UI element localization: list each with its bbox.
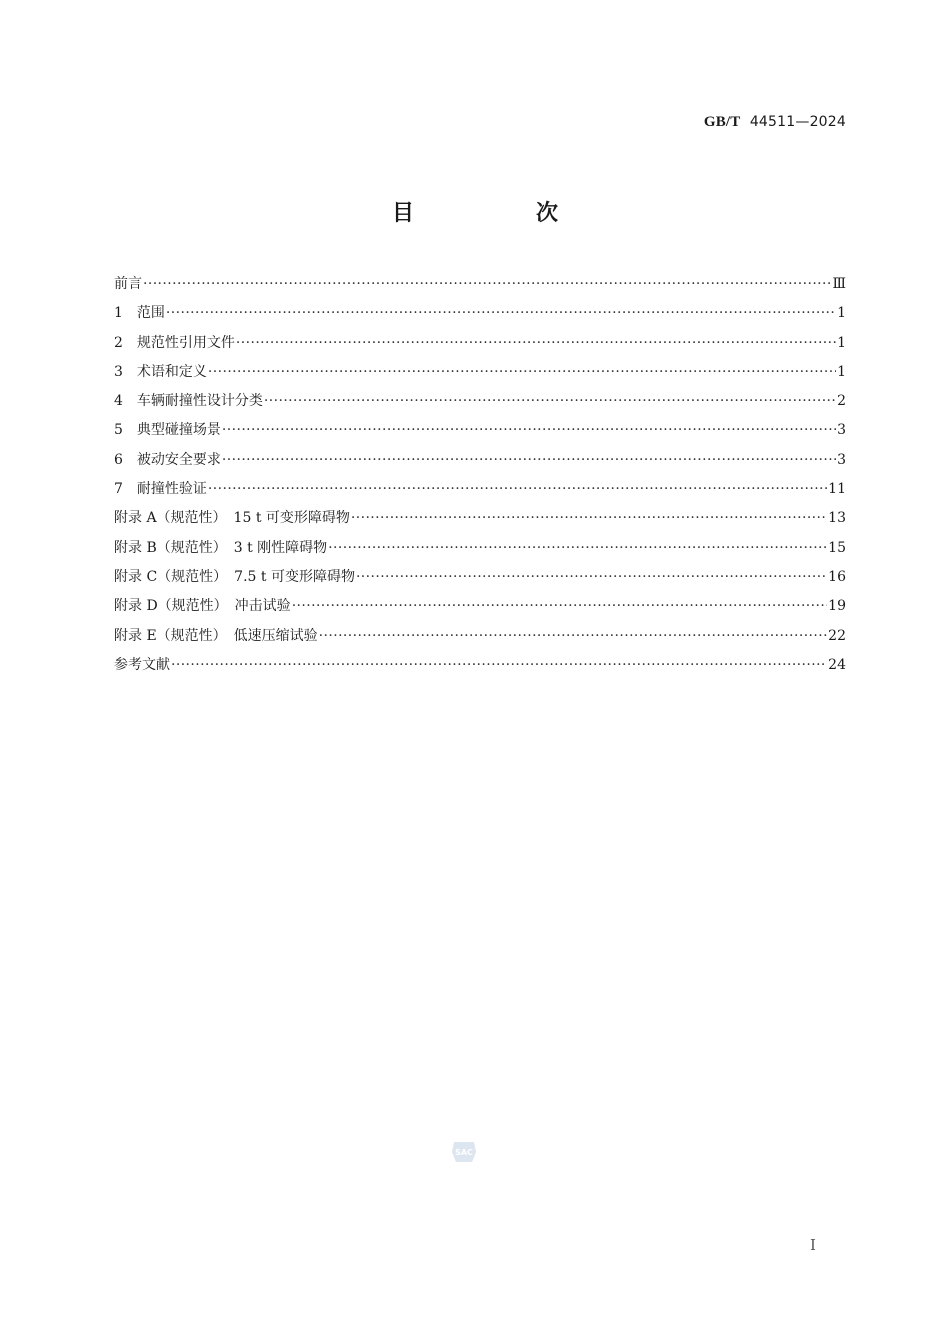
toc-entry-page: 1 (837, 334, 846, 351)
toc-entry[interactable] (114, 563, 846, 592)
toc-entry-label: 6 被动安全要求 (114, 451, 221, 468)
toc-entry-label: 7 耐撞性验证 (114, 481, 207, 498)
toc-dot-leader (292, 592, 827, 621)
toc-entry-page: 3 (837, 422, 846, 439)
toc-dot-leader (171, 651, 827, 680)
toc-entry-page: 1 (837, 305, 846, 322)
toc-title: 目 次 (391, 201, 608, 226)
toc-entry-page: 19 (828, 598, 846, 615)
toc-entry-page: 13 (828, 510, 846, 527)
standard-prefix: GB/T (703, 114, 741, 130)
toc-entry-page: 24 (828, 656, 846, 673)
toc-entry[interactable] (114, 534, 846, 563)
sac-logo-icon (451, 1140, 477, 1164)
toc-entry-label: 前言 (114, 276, 142, 292)
table-of-contents (114, 270, 846, 680)
toc-entry-page: 22 (828, 627, 846, 644)
toc-entry-page: 11 (828, 481, 846, 498)
toc-entry[interactable] (114, 329, 846, 358)
toc-dot-leader (166, 299, 836, 328)
toc-entry-label: 附录 B（规范性） 3 t 刚性障碍物 (114, 539, 328, 556)
toc-dot-leader (264, 387, 836, 416)
toc-entry-label: 2 规范性引用文件 (114, 334, 235, 351)
toc-entry[interactable] (114, 622, 846, 651)
page-number: I (810, 1236, 816, 1254)
toc-dot-leader (208, 358, 836, 387)
toc-entry-page: 2 (837, 393, 846, 410)
toc-entry-label: 附录 C（规范性） 7.5 t 可变形障碍物 (114, 568, 355, 585)
toc-entry-label: 附录 E（规范性） 低速压缩试验 (114, 627, 318, 644)
toc-entry[interactable] (114, 299, 846, 328)
toc-dot-leader (222, 446, 836, 475)
toc-dot-leader (208, 475, 827, 504)
standard-number: 44511—2024 (749, 114, 846, 130)
toc-entry[interactable] (114, 270, 846, 299)
toc-entry-label: 4 车辆耐撞性设计分类 (114, 393, 263, 410)
toc-entry-page: 1 (837, 363, 846, 380)
toc-entry-label: 附录 D（规范性） 冲击试验 (114, 598, 291, 615)
toc-entry[interactable] (114, 504, 846, 533)
toc-entry[interactable] (114, 651, 846, 680)
toc-dot-leader (319, 622, 828, 651)
toc-entry-label: 5 典型碰撞场景 (114, 422, 221, 439)
toc-entry[interactable] (114, 358, 846, 387)
toc-entry[interactable] (114, 416, 846, 445)
toc-entry-page: 16 (828, 568, 846, 585)
toc-entry-page: 15 (828, 539, 846, 556)
toc-entry-label: 3 术语和定义 (114, 363, 207, 380)
toc-entry-label: 1 范围 (114, 305, 165, 322)
svg-text:SAC: SAC (455, 1148, 473, 1157)
toc-entry-page: 3 (837, 451, 846, 468)
toc-dot-leader (356, 563, 827, 592)
toc-entry[interactable] (114, 387, 846, 416)
toc-dot-leader (236, 329, 836, 358)
toc-dot-leader (222, 416, 836, 445)
toc-entry[interactable] (114, 446, 846, 475)
standard-code (704, 114, 846, 131)
toc-entry-label: 附录 A（规范性） 15 t 可变形障碍物 (114, 510, 350, 527)
toc-dot-leader (143, 270, 831, 299)
toc-entry-page: Ⅲ (832, 276, 846, 292)
toc-dot-leader (328, 534, 827, 563)
toc-entry[interactable] (114, 475, 846, 504)
toc-dot-leader (351, 504, 827, 533)
toc-entry[interactable] (114, 592, 846, 621)
toc-entry-label: 参考文献 (114, 656, 170, 673)
